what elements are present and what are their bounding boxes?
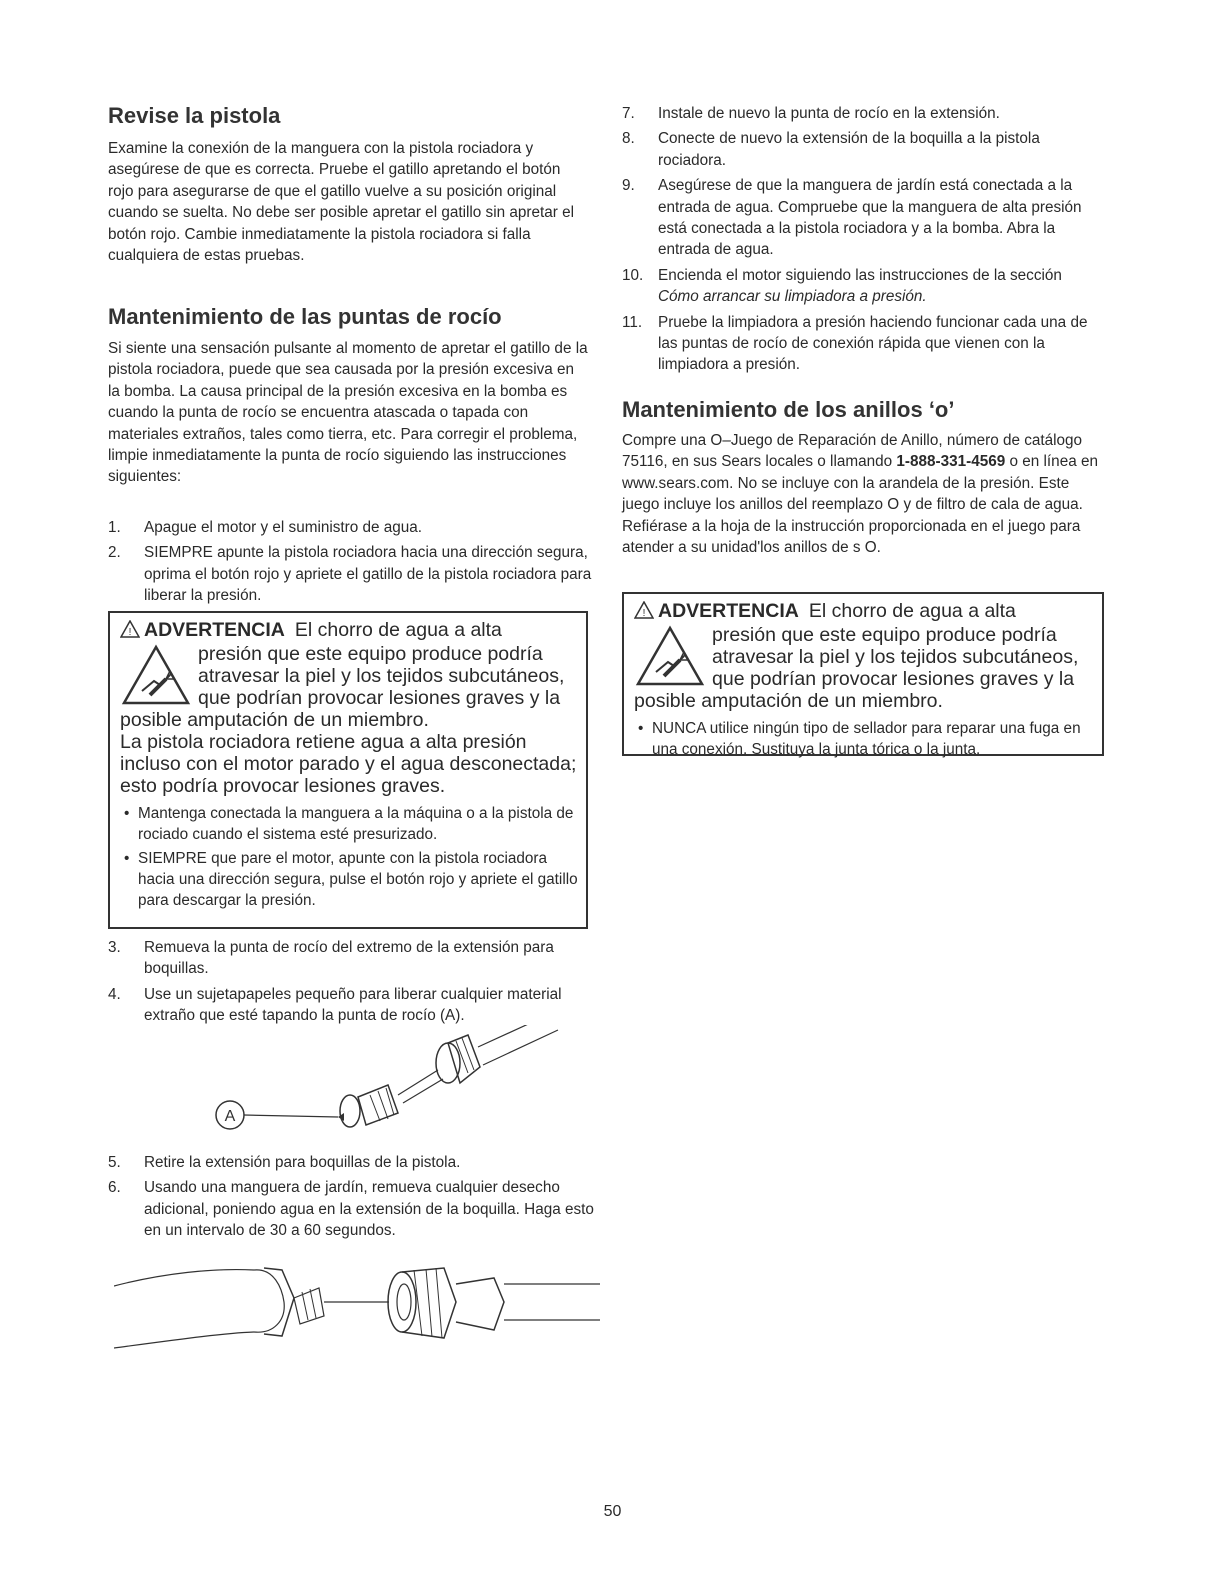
callout-label: A [224,1108,236,1125]
step-text: Conecte de nuevo la extensión de la boquilla a la pistola rociadora. [658,130,1040,169]
o-rings-text-a: Compre una O–Juego de Reparación de Anillo, número de catálogo 75116, en sus Sears locales o llamando [622,432,1083,471]
list-item [622,128,1102,171]
svg-text:!: ! [128,627,132,638]
step-number: 7. [622,105,635,122]
warning-triangle-icon [120,620,140,643]
warning-bullet-list [120,803,578,911]
warning-label: ADVERTENCIA [658,600,799,622]
steps-list-a [108,517,592,611]
list-item [108,1177,598,1241]
step-text: Pruebe la limpiadora a presión haciendo funcionar cada una de las puntas de rocío de conexión rápida que vienen con la limpiadora a presión. [658,313,1088,374]
step-text: Encienda el motor siguiendo las instrucciones de la sección [658,266,1062,284]
step-number: 3. [108,939,121,956]
list-item: • SIEMPRE que pare el motor, apunte con la pistola rociadora hacia una dirección segura, pulse el botón rojo y apriete el gatillo para descargar la presión. [120,848,578,911]
heading-nozzle-maintenance: Mantenimiento de las puntas de rocío [108,304,502,329]
nozzle-tip-illustration [198,1025,598,1155]
list-item [108,1152,598,1173]
high-pressure-spray-hazard-icon [634,624,706,690]
step-number: 4. [108,985,121,1003]
heading-check-gun: Revise la pistola [108,103,281,128]
step-text: Instale de nuevo la punta de rocío en la extensión. [658,105,1000,122]
step-number: 5. [108,1154,121,1171]
warning-header [120,619,578,643]
step-number: 2. [108,544,121,562]
heading-o-rings: Mantenimiento de los anillos ‘o’ [622,397,955,422]
step-text: Usando una manguera de jardín, remueva cualquier desecho adicional, poniendo agua en la extensión de la boquilla. Haga esto en un intervalo de 30 a 60 segundos. [144,1179,594,1240]
paragraph-check-gun: Examine la conexión de la manguera con la pistola rociadora y asegúrese de que es correcta. Pruebe el gatillo apretando el botón rojo para asegurarse de que el gatillo vuelve a su posición original cuando se suelta. No debe ser posible apretar el gatillo sin apretar el botón rojo. Cambie inmediatamente la pistola rociadora si falla cualquiera de estas pruebas. [108,140,574,265]
list-item [622,312,1102,376]
list-item [622,103,1102,124]
warning-box-right [622,592,1104,756]
warning-head-text: El chorro de agua a alta [808,600,1016,622]
steps-list-right [622,103,1102,380]
step-text: Retire la extensión para boquillas de la pistola. [144,1154,461,1171]
step-number: 8. [622,130,635,148]
step-number: 1. [108,519,121,536]
warning-header [634,600,1094,624]
list-item [622,175,1102,261]
list-item [108,937,592,980]
step-number: 6. [108,1179,121,1197]
steps-list-b [108,937,592,1031]
warning-bullet-list [634,718,1094,760]
step-number: 10. [622,266,644,284]
list-item: • NUNCA utilice ningún tipo de sellador para reparar una fuga en una conexión. Sustituya la junta tórica o la junta. [634,718,1094,760]
high-pressure-spray-hazard-icon [120,643,192,709]
warning-label: ADVERTENCIA [144,619,285,641]
svg-text:!: ! [642,608,646,619]
list-item: • Mantenga conectada la manguera a la máquina o a la pistola de rociado cuando el sistema esté presurizado. [120,803,578,845]
step-text-italic: Cómo arrancar su limpiadora a presión. [658,288,927,306]
list-item [108,984,592,1027]
step-number: 11. [622,313,643,331]
hose-coupling-illustration [114,1258,600,1358]
warning-extra-text: La pistola rociadora retiene agua a alta presión incluso con el motor parado y el agua desconectada; esto podría provocar lesiones graves. [120,731,577,797]
step-number: 9. [622,177,635,195]
o-rings-text-b: o en línea en www.sears.com. No se incluye con la arandela de la presión. Este juego incluye los anillos del reemplazo O y de filtro de cala de agua. Refiérase a la hoja de la instrucción proporcionada en el juego para atender a su unidad'los anillos de s O. [622,453,1098,557]
step-text: SIEMPRE apunte la pistola rociadora hacia una dirección segura, oprima el botón rojo y apriete el gatillo de la pistola rociadora para liberar la presión. [144,544,592,605]
phone-number: 1-888-331-4569 [896,453,1006,471]
warning-continued-text: presión que este equipo produce podría atravesar la piel y los tejidos subcutáneos, que podrían provocar lesiones graves y la posible amputación de un miembro. [120,643,565,731]
list-item [108,517,592,538]
step-text: Remueva la punta de rocío del extremo de la extensión para boquillas. [144,939,554,978]
paragraph-nozzle-maintenance: Si siente una sensación pulsante al momento de apretar el gatillo de la pistola rociadora, puede que sea causada por la presión excesiva en la bomba. La causa principal de la presión excesiva en la bomba es cuando la punta de rocío se encuentra atascada o tapada con materiales extraños, tales como tierra, etc. Para corregir el problema, limpie inmediatamente la punta de rocío siguiendo las instrucciones siguientes: [108,340,588,486]
step-text: Apague el motor y el suministro de agua. [144,519,423,536]
list-item [108,542,592,606]
step-text: Asegúrese de que la manguera de jardín está conectada a la entrada de agua. Compruebe que la manguera de alta presión está conectada a la pistola rociadora y a la bomba. Abra la entrada de agua. [658,177,1082,259]
step-text: Use un sujetapapeles pequeño para liberar cualquier material extraño que esté tapando la punta de rocío (A). [144,985,562,1025]
warning-box-left [108,611,588,929]
page-number: 50 [603,1503,622,1520]
warning-head-text: El chorro de agua a alta [294,619,502,641]
list-item [622,265,1102,308]
warning-triangle-icon [634,601,654,624]
warning-continued-text: presión que este equipo produce podría atravesar la piel y los tejidos subcutáneos, que podrían provocar lesiones graves y la posible amputación de un miembro. [634,624,1079,712]
paragraph-o-rings [622,430,1098,558]
steps-list-c [108,1152,598,1246]
